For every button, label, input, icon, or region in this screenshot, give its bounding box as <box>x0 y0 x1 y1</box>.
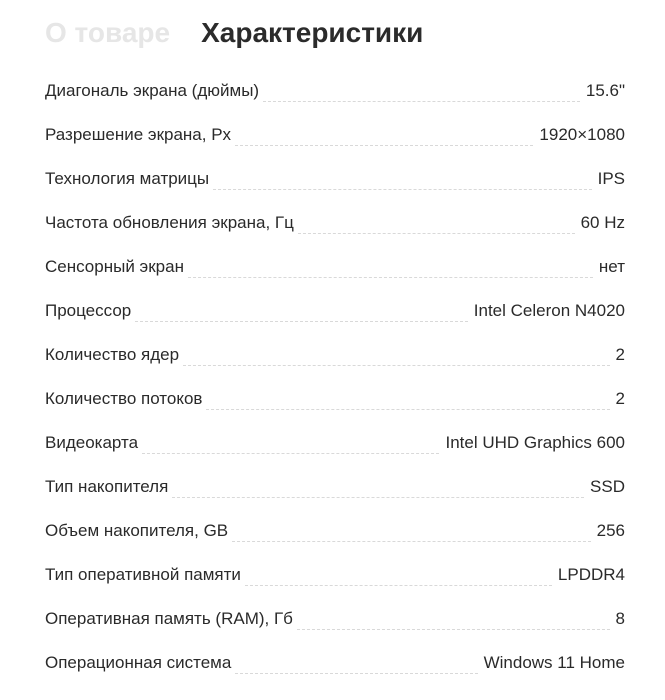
dotted-leader <box>235 641 477 685</box>
dotted-leader <box>297 597 610 641</box>
dotted-leader <box>142 421 439 465</box>
spec-row-matrix-technology <box>45 157 625 201</box>
spec-label: Количество потоков <box>45 389 203 408</box>
dotted-leader <box>298 201 575 245</box>
spec-row-processor <box>45 289 625 333</box>
spec-value: LPDDR4 <box>557 565 625 584</box>
dotted-leader <box>263 69 580 113</box>
spec-label: Количество ядер <box>45 345 180 364</box>
spec-value: IPS <box>597 169 625 188</box>
dotted-leader <box>213 157 591 201</box>
tab-bar <box>45 13 423 53</box>
spec-label: Разрешение экрана, Px <box>45 125 232 144</box>
spec-label: Операционная система <box>45 653 232 672</box>
spec-value: Windows 11 Home <box>483 653 625 672</box>
dotted-leader <box>135 289 468 333</box>
tab-about-product[interactable]: О товаре <box>45 17 171 48</box>
dotted-leader <box>245 553 552 597</box>
dotted-leader <box>235 113 533 157</box>
spec-row-touchscreen <box>45 245 625 289</box>
spec-label: Объем накопителя, GB <box>45 521 229 540</box>
tab-specifications[interactable]: Характеристики <box>201 17 424 48</box>
spec-label: Видеокарта <box>45 433 139 452</box>
spec-value: 2 <box>615 389 625 408</box>
spec-row-thread-count <box>45 377 625 421</box>
dotted-leader <box>206 377 609 421</box>
specifications-list <box>45 69 625 685</box>
spec-row-graphics-card <box>45 421 625 465</box>
spec-row-screen-diagonal <box>45 69 625 113</box>
spec-value: 1920×1080 <box>539 125 625 144</box>
dotted-leader <box>183 333 609 377</box>
spec-value: SSD <box>590 477 625 496</box>
spec-label: Тип оперативной памяти <box>45 565 241 584</box>
spec-row-operating-system <box>45 641 625 685</box>
spec-label: Технология матрицы <box>45 169 210 188</box>
dotted-leader <box>232 509 590 553</box>
spec-row-storage-type <box>45 465 625 509</box>
dotted-leader <box>172 465 584 509</box>
spec-row-ram-size <box>45 597 625 641</box>
spec-value: Intel Celeron N4020 <box>473 301 625 320</box>
spec-value: 2 <box>615 345 625 364</box>
spec-label: Сенсорный экран <box>45 257 184 276</box>
spec-row-core-count <box>45 333 625 377</box>
spec-row-ram-type <box>45 553 625 597</box>
spec-label: Диагональ экрана (дюймы) <box>45 81 260 100</box>
spec-value: 256 <box>596 521 625 540</box>
spec-label: Процессор <box>45 301 132 320</box>
spec-value: Intel UHD Graphics 600 <box>445 433 625 452</box>
spec-value: нет <box>598 257 625 276</box>
spec-value: 8 <box>615 609 625 628</box>
spec-label: Тип накопителя <box>45 477 169 496</box>
spec-row-refresh-rate <box>45 201 625 245</box>
spec-label: Оперативная память (RAM), Гб <box>45 609 293 628</box>
spec-row-screen-resolution <box>45 113 625 157</box>
dotted-leader <box>188 245 593 289</box>
spec-row-storage-capacity <box>45 509 625 553</box>
spec-value: 15.6" <box>585 81 625 100</box>
spec-value: 60 Hz <box>580 213 625 232</box>
spec-label: Частота обновления экрана, Гц <box>45 213 294 232</box>
